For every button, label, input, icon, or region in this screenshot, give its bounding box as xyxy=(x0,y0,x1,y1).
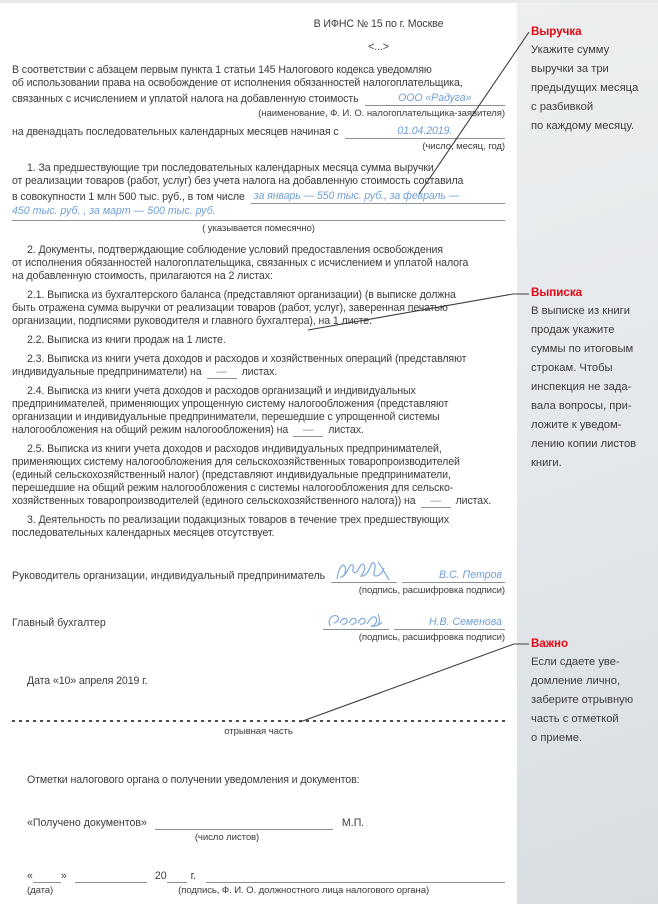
year-suffix: г. xyxy=(190,870,197,882)
text-line: организации, подписями руководителя и главного бухгалтера), на 1 листе. xyxy=(12,315,372,327)
note-title: Выписка xyxy=(531,286,583,299)
text-segment: индивидуальные предприниматели) на xyxy=(12,366,202,378)
inspectorate-line: В ИФНС № 15 по г. Москве xyxy=(313,18,444,30)
director-label: Руководитель организации, индивидуальный предприниматель xyxy=(12,570,326,582)
note-line: вала вопросы, при- xyxy=(531,400,632,412)
note-line: заберите отрывную xyxy=(531,694,634,706)
document-date-line: Дата «10» апреля 2019 г. xyxy=(27,675,148,687)
receipt-captions-row xyxy=(27,883,505,900)
director-name: В.С. Петров xyxy=(402,569,505,583)
start-date-row xyxy=(12,123,505,139)
day-field xyxy=(33,868,61,883)
org-name-row xyxy=(12,90,505,106)
note-line: Укажите сумму xyxy=(531,44,610,56)
accountant-signature-caption: (подпись, расшифровка подписи) xyxy=(358,632,505,643)
tear-off-label: отрывная часть xyxy=(224,726,293,737)
text-line: об использовании права на освобождение от исполнения обязанностей налогоплательщика, xyxy=(12,77,463,89)
note-line: строкам. Чтобы xyxy=(531,362,613,374)
revenue-fill-2: 450 тыс. руб. , за март — 500 тыс. руб. xyxy=(12,204,505,221)
quote-close: » xyxy=(60,870,67,882)
text-segment: листах. xyxy=(328,424,364,436)
text-line: от исполнения обязанностей налогоплательщика, связанных с исчислением и уплатой налога xyxy=(12,257,469,269)
note-line: предыдущих месяца xyxy=(531,82,639,94)
text-line: на добавленную стоимость, прилагаются на 2 листах: xyxy=(12,270,273,282)
receipt-date-signature-row xyxy=(27,867,505,883)
accountant-label: Главный бухгалтер xyxy=(12,617,106,629)
accountant-signature-scribble xyxy=(325,613,383,631)
director-signature-blank xyxy=(331,567,397,583)
item-2-4-usn-extract xyxy=(12,385,505,437)
text-line: 2.1. Выписка из бухгалтерского баланса (представляют организации) (в выписке должна xyxy=(27,289,456,301)
document-header xyxy=(252,18,505,54)
quote-open: « xyxy=(27,870,33,882)
sheet-count-blank: — xyxy=(293,425,323,437)
year-prefix: 20 xyxy=(154,870,167,882)
item-2-3-ledger-extract xyxy=(12,353,505,379)
text-line: 2.4. Выписка из книги учета доходов и расходов организаций и индивидуальных xyxy=(27,385,416,397)
stamp-placeholder: М.П. xyxy=(341,817,365,829)
note-line: с разбивкой xyxy=(531,101,594,113)
item-3-excise-paragraph xyxy=(12,514,505,540)
text-line: (единый сельскохозяйственный налог) (представляют индивидуальные предприниматели, xyxy=(12,469,451,481)
text-line: перешедшие на общий режим налогообложения с системы налогообложения для сельско- xyxy=(12,482,454,494)
year-field xyxy=(167,868,187,883)
text-line-with-blank xyxy=(12,495,505,508)
annotation-sidebar xyxy=(517,3,658,904)
document-column xyxy=(0,3,517,904)
text-line: последовательных календарных месяцев отсутствует. xyxy=(12,527,275,539)
date-caption: (дата) xyxy=(27,885,54,896)
text-line: быть отражена сумма выручки от реализации товаров (работ, услуг), заверенная печатью xyxy=(12,302,448,314)
note-line: по каждому месяцу. xyxy=(531,120,635,132)
official-signature-caption: (подпись, Ф. И. О. должностного лица налогового органа) xyxy=(178,885,430,896)
note-line: В выписке из книги xyxy=(531,305,630,317)
sheet-count-blank: — xyxy=(207,367,237,379)
text-line: 3. Деятельность по реализации подакцизных товаров в течение трех предшествующих xyxy=(27,514,450,526)
text-line-with-blank xyxy=(12,424,505,437)
note-line: книги. xyxy=(531,457,562,469)
monthly-caption: ( указывается помесячно) xyxy=(202,223,315,234)
director-signature-caption: (подпись, расшифровка подписи) xyxy=(358,585,505,596)
text-segment: листах. xyxy=(241,366,278,378)
documents-received-label: «Получено документов» xyxy=(27,817,147,829)
documents-received-row xyxy=(27,814,505,830)
ellipsis-line: <...> xyxy=(368,41,389,53)
note-line: лению копии листов xyxy=(531,438,637,450)
tax-authority-marks-title: Отметки налогового органа о получении уведомления и документов: xyxy=(27,774,360,786)
note-title: Важно xyxy=(531,637,569,650)
text-line: от реализации товаров (работ, услуг) без учета налога на добавленную стоимость составила xyxy=(12,175,464,187)
org-name-fill: ООО «Радуга» xyxy=(365,92,506,106)
accountant-signature-blank xyxy=(323,614,389,630)
text-line-with-blank xyxy=(12,366,505,379)
note-line: о приеме. xyxy=(531,732,583,744)
note-line: суммы по итоговым xyxy=(531,343,634,355)
official-signature-field xyxy=(206,868,505,883)
text-line: в совокупности 1 млн 500 тыс. руб., в том числе xyxy=(12,191,245,203)
note-revenue xyxy=(531,23,652,136)
text-line: 1. За предшествующие три последовательных календарных месяца сумма выручки xyxy=(27,162,434,174)
intro-paragraph xyxy=(12,64,505,156)
note-extract xyxy=(531,284,652,473)
accountant-signature-row xyxy=(12,614,505,630)
note-line: продаж укажите xyxy=(531,324,615,336)
revenue-fill-1: за январь — 550 тыс. руб., за февраль — xyxy=(251,190,505,204)
text-line: 2.5. Выписка из книги учета доходов и расходов индивидуальных предпринимателей, xyxy=(27,443,442,455)
director-signature-row xyxy=(12,567,505,583)
note-line: инспекция не зада- xyxy=(531,381,632,393)
org-field-caption: (наименование, Ф. И. О. налогоплательщика-заявителя) xyxy=(258,108,505,119)
text-line: В соответствии с абзацем первым пункта 1 статьи 145 Налогового кодекса уведомляю xyxy=(12,64,432,76)
note-important xyxy=(531,635,652,748)
item-1-revenue-paragraph xyxy=(12,162,505,238)
item-2-2-sales-book-extract xyxy=(12,334,505,347)
text-line: применяющих систему налогообложения для сельскохозяйственных товаропроизводителей xyxy=(12,456,460,468)
note-line: ложите к уведом- xyxy=(531,419,622,431)
start-date-fill: 01.04.2019. xyxy=(345,125,505,139)
text-line: организации и индивидуальные предприниматели, перешедшие с упрощенной системы xyxy=(12,411,440,423)
note-line: часть с отметкой xyxy=(531,713,619,725)
text-line: 2. Документы, подтверждающие соблюдение условий предоставления освобождения xyxy=(27,244,443,256)
text-line: связанных с исчислением и уплатой налога на добавленную стоимость xyxy=(12,93,359,105)
item-2-documents-paragraph xyxy=(12,244,505,283)
item-2-1-balance-extract xyxy=(12,289,505,328)
note-title: Выручка xyxy=(531,25,582,38)
text-line: 2.2. Выписка из книги продаж на 1 листе. xyxy=(27,334,226,346)
item-2-5-eshn-extract xyxy=(12,443,505,508)
text-segment: налогообложения на общий режим налогообложения) на xyxy=(12,424,289,436)
month-field xyxy=(75,868,147,883)
text-line: на двенадцать последовательных календарных месяцев начиная с xyxy=(12,126,339,138)
text-line: предпринимателей, применяющих упрощенную систему налогообложения (представляют xyxy=(12,398,449,410)
text-line: 2.3. Выписка из книги учета доходов и расходов и хозяйственных операций (представляют xyxy=(27,353,467,365)
revenue-row-1 xyxy=(12,188,505,204)
sheet-count-field xyxy=(155,815,333,830)
sheet-count-caption: (число листов) xyxy=(194,832,260,843)
accountant-name: Н.В. Семенова xyxy=(394,616,505,630)
text-segment: хозяйственных товаропроизводителей (единого сельскохозяйственного налога)) на xyxy=(12,495,416,507)
tear-off-dashed-line xyxy=(12,720,505,722)
director-signature-scribble xyxy=(333,558,391,584)
text-segment: листах. xyxy=(455,495,492,507)
note-line: выручки за три xyxy=(531,63,609,75)
date-field-caption: (число, месяц, год) xyxy=(422,141,505,152)
note-line: домление лично, xyxy=(531,675,621,687)
sheet-count-blank: — xyxy=(421,496,451,508)
note-line: Если сдаете уве- xyxy=(531,656,620,668)
